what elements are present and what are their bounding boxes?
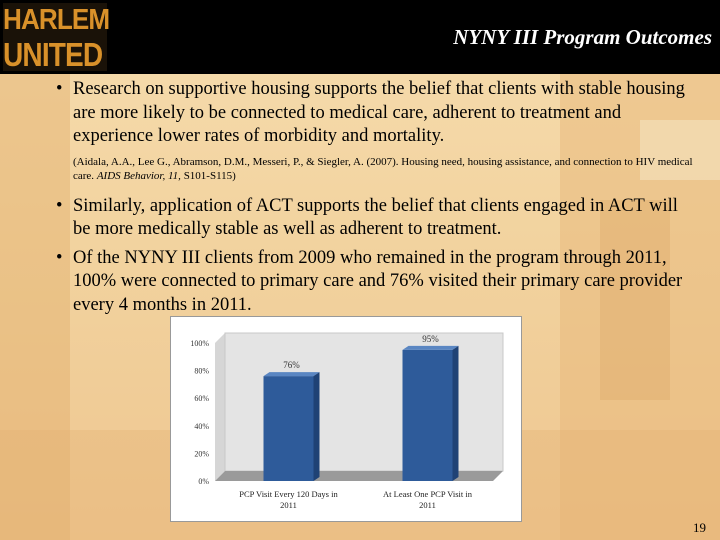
y-tick-label: 60% <box>194 394 209 404</box>
harlem-united-logo <box>3 3 110 73</box>
y-tick-label: 0% <box>198 477 209 486</box>
chart-svg <box>171 317 521 521</box>
logo-line-2: UNITED <box>3 36 103 73</box>
category-label: At Least One PCP Visit in 2011 <box>383 489 472 510</box>
citation-text: (Aidala, A.A., Lee G., Abramson, D.M., Messeri, P., & Siegler, A. (2007). Housing need, housing assistance, and connection to HIV medical care. <box>73 155 693 182</box>
slide-title: NYNY III Program Outcomes <box>453 25 712 49</box>
bar-top <box>264 372 320 376</box>
bar <box>403 350 453 481</box>
data-label: 95% <box>422 333 439 344</box>
citation <box>56 155 696 183</box>
bullet-icon: • <box>56 195 63 216</box>
slide-content <box>56 78 696 317</box>
bar-top <box>403 346 459 350</box>
title-bar <box>0 0 720 74</box>
bar-side <box>453 346 459 481</box>
bullet-text: Of the NYNY III clients from 2009 who remained in the program through 2011, 100% were connected to primary care and 76% visited their primary care provider every 4 months in 2011. <box>73 247 683 315</box>
category-label: PCP Visit Every 120 Days in 2011 <box>239 489 338 510</box>
logo-line-1: HARLEM <box>3 4 110 36</box>
bullet-icon: • <box>56 247 63 268</box>
citation-journal: AIDS Behavior, 11, <box>96 169 181 182</box>
bullet-item <box>56 78 696 149</box>
bullet-icon: • <box>56 79 63 99</box>
bullet-text: Research on supportive housing supports the belief that clients with stable housing are more likely to be connected to medical care, adherent to treatment and experience lower rates of morbidity and mortality. <box>73 79 685 146</box>
y-tick-label: 100% <box>190 339 209 348</box>
bar <box>264 376 314 481</box>
y-tick-label: 80% <box>194 366 209 376</box>
bullet-text: Similarly, application of ACT supports the belief that clients engaged in ACT will be more medically stable as well as adherent to treatment. <box>73 195 678 239</box>
y-tick-label: 40% <box>194 421 209 431</box>
bar-side <box>314 372 320 481</box>
pcp-visit-chart <box>170 316 522 522</box>
chart-side-wall <box>215 333 225 481</box>
page-number: 19 <box>693 520 706 535</box>
y-tick-label: 20% <box>194 449 209 459</box>
data-label: 76% <box>283 360 300 371</box>
chart-floor <box>215 471 503 481</box>
bullet-item <box>56 247 696 318</box>
citation-pages: S101-S115) <box>180 169 236 182</box>
bullet-item <box>56 195 696 242</box>
